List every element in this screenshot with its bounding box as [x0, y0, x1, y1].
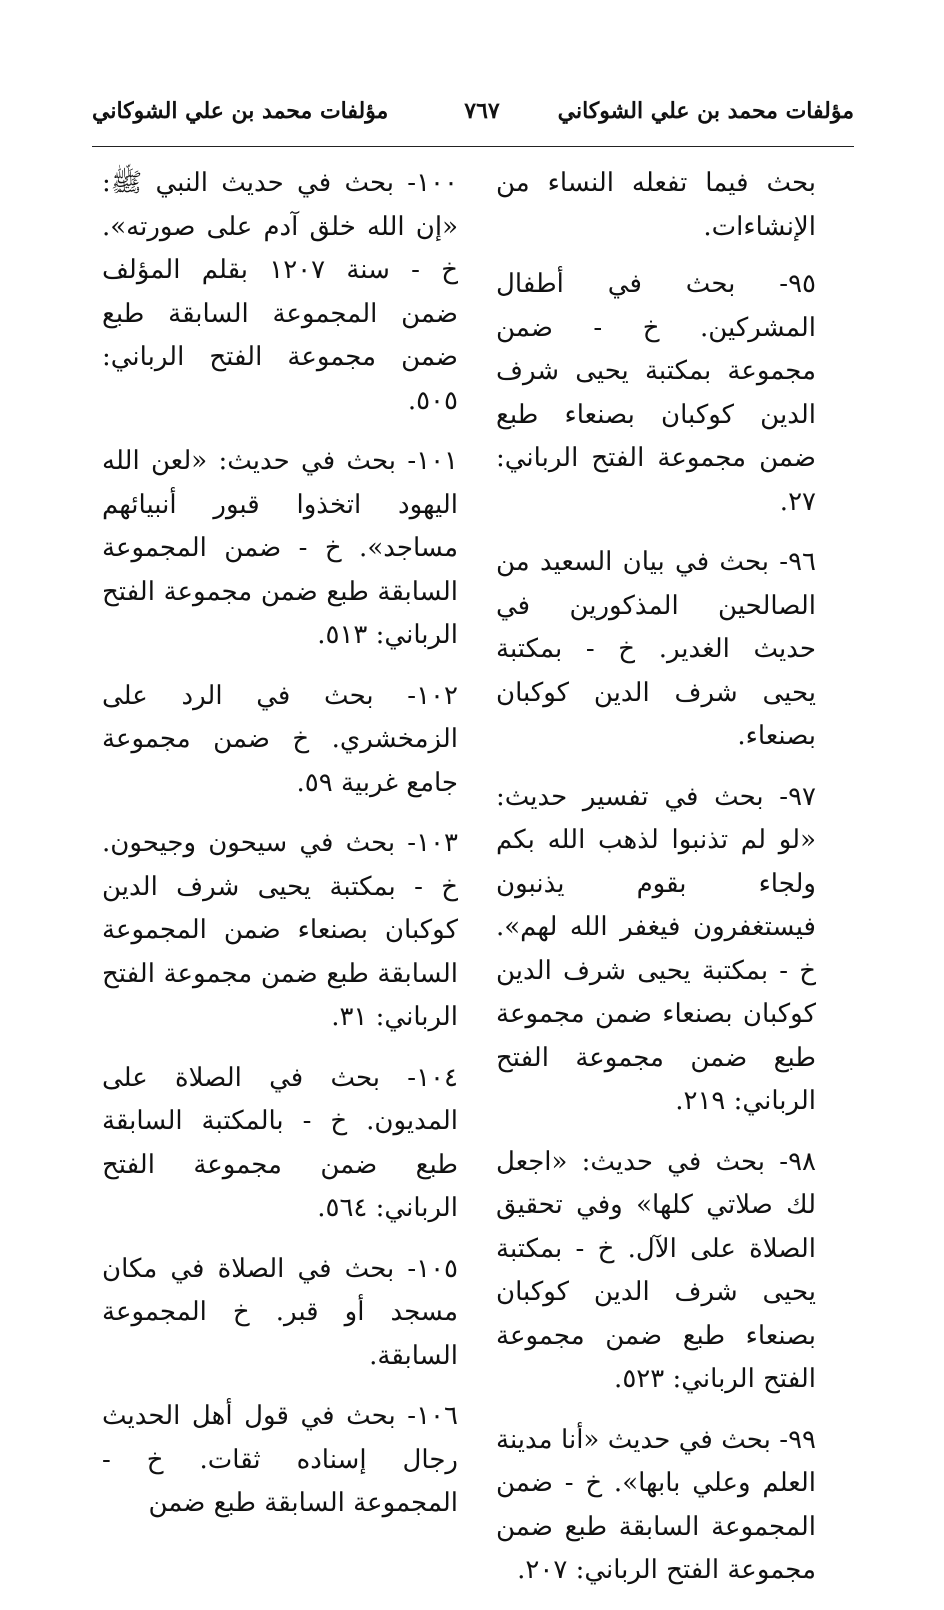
running-title-right: مؤلفات محمد بن علي الشوكاني	[557, 98, 854, 124]
entry-text: بحث في حديث النبي ﷺ: «إن الله خلق آدم على صورته». خ - سنة ١٢٠٧ بقلم المؤلف ضمن المجموعة السابقة طبع ضمن مجموعة الفتح الرباني: ٥٠٥.	[102, 168, 458, 416]
entry-100	[102, 162, 458, 423]
right-column	[496, 162, 816, 1610]
entry-text: بحث فيما تفعله النساء من الإنشاءات.	[496, 168, 816, 242]
running-title-left: مؤلفات محمد بن علي الشوكاني	[92, 98, 389, 124]
entry-text: بحث في الرد على الزمخشري. خ ضمن مجموعة جامع غربية ٥٩.	[102, 680, 458, 798]
page-number: ٧٦٧	[464, 98, 500, 124]
entry-number: ٩٧-	[779, 781, 817, 812]
entry-number: ١٠٤-	[407, 1062, 458, 1093]
entry-95	[496, 263, 816, 524]
entry-number: ١٠٠-	[407, 168, 458, 198]
entry-102	[102, 675, 458, 806]
entry-text: بحث في سيحون وجيحون. خ - بمكتبة يحيى شرف الدين كوكبان بصنعاء ضمن المجموعة السابقة طبع ضمن مجموعة الفتح الرباني: ٣١.	[102, 828, 458, 1032]
entry-98	[496, 1141, 816, 1402]
entry-103	[102, 822, 458, 1040]
entry-number: ٩٨-	[779, 1146, 816, 1177]
entry-text: بحث في أطفال المشركين. خ - ضمن مجموعة بمكتبة يحيى شرف الدين كوكبان بصنعاء طبع ضمن مجموعة الفتح الرباني: ٢٧.	[496, 269, 816, 517]
entry-104	[102, 1057, 458, 1231]
left-column	[102, 162, 458, 1543]
page-header	[92, 98, 854, 134]
entry-text: بحث في قول أهل الحديث رجال إسناده ثقات. خ - المجموعة السابقة طبع ضمن	[102, 1401, 458, 1518]
entry-96	[496, 541, 816, 759]
entry-number: ٩٥-	[779, 269, 817, 299]
entry-105	[102, 1248, 458, 1379]
entry-number: ٩٩-	[779, 1424, 816, 1455]
entry-101	[102, 440, 458, 658]
entry-text: بحث في بيان السعيد من الصالحين المذكورين في حديث الغدير. خ - بمكتبة يحيى شرف الدين كوكبان بصنعاء.	[496, 547, 816, 751]
entry-97	[496, 776, 816, 1124]
entry-text: بحث في حديث: «اجعل لك صلاتي كلها» وفي تحقيق الصلاة على الآل. خ - بمكتبة يحيى شرف الدين كوكبان بصنعاء طبع ضمن مجموعة الفتح الرباني: ٥٢٣.	[496, 1146, 816, 1394]
entry-text: بحث في تفسير حديث: «لو لم تذنبوا لذهب الله بكم ولجاء بقوم يذنبون فيستغفرون فيغفر الله لهم». خ - بمكتبة يحيى شرف الدين كوكبان بصنعاء ضمن مجموعة طبع ضمن مجموعة الفتح الرباني: ٢١٩.	[496, 781, 816, 1116]
entry-text: بحث في الصلاة في مكان مسجد أو قبر. خ المجموعة السابقة.	[102, 1253, 458, 1371]
entry-number: ١٠٦-	[407, 1401, 458, 1431]
entry-number: ١٠٣-	[407, 828, 458, 858]
entry-106	[102, 1395, 458, 1526]
entry-number: ١٠٢-	[407, 680, 458, 711]
entry-number: ١٠٥-	[407, 1253, 459, 1284]
entry-number: ١٠١-	[407, 446, 459, 476]
entry-continuation	[496, 162, 816, 249]
entry-text: بحث في حديث «أنا مدينة العلم وعلي بابها». خ - ضمن المجموعة السابقة طبع ضمن مجموعة الفتح الرباني: ٢٠٧.	[496, 1424, 816, 1585]
entry-text: بحث في حديث: «لعن الله اليهود اتخذوا قبور أنبيائهم مساجد». خ - ضمن المجموعة السابقة طبع ضمن مجموعة الفتح الرباني: ٥١٣.	[102, 446, 458, 650]
header-divider	[92, 146, 854, 147]
entry-number: ٩٦-	[779, 547, 817, 577]
entry-99	[496, 1419, 816, 1593]
entry-text: بحث في الصلاة على المديون. خ - بالمكتبة السابقة طبع ضمن مجموعة الفتح الرباني: ٥٦٤.	[102, 1062, 458, 1223]
